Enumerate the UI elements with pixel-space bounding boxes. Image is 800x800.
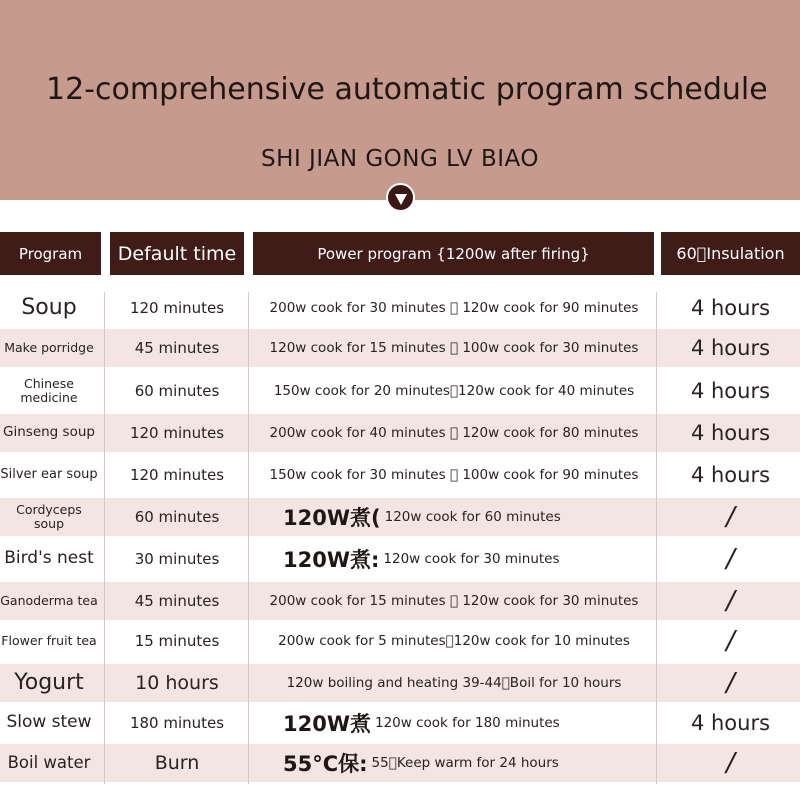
power-prefix: 120W煮(	[283, 506, 381, 530]
program-name: Slow stew	[6, 712, 92, 733]
insulation-value: /	[726, 668, 735, 698]
power-text: 200w cook for 40 minutes   120w cook for 80 minutes	[269, 425, 639, 441]
power-prefix: 55°C保:	[283, 752, 368, 776]
default-time: 120 minutes	[129, 424, 225, 442]
default-time: 180 minutes	[129, 714, 225, 732]
insulation-value: 4 hours	[690, 421, 771, 445]
column-header-default-time: Default time	[110, 232, 244, 275]
table-row	[0, 327, 800, 369]
default-time: 60 minutes	[134, 508, 220, 526]
power-program	[256, 580, 652, 622]
power-text: 120w cook for 60 minutes	[384, 509, 561, 525]
table-row	[0, 662, 800, 704]
power-text: 200w cook for 5 minutes 120w cook for 10 minutes	[278, 633, 630, 649]
power-program	[256, 287, 652, 329]
table-row	[0, 412, 800, 454]
table-row	[0, 538, 800, 580]
power-program	[283, 496, 679, 538]
power-program	[283, 702, 679, 744]
insulation-value: /	[726, 502, 735, 532]
program-name: Silver ear soup	[0, 466, 98, 482]
default-time: 45 minutes	[134, 339, 220, 357]
power-program	[256, 454, 652, 496]
page-subtitle: SHI JIAN GONG LV BIAO	[261, 146, 539, 172]
program-name: Boil water	[7, 752, 91, 772]
default-time: 45 minutes	[134, 592, 220, 610]
power-text: 120w boiling and heating 39-44 Boil for 10 hours	[286, 675, 622, 691]
program-name: Bird's nest	[4, 548, 94, 569]
insulation-value: 4 hours	[690, 336, 771, 360]
default-time: 15 minutes	[134, 632, 220, 650]
program-name: Cordyceps soup	[16, 501, 82, 531]
power-text: 150w cook for 30 minutes   100w cook for 90 minutes	[269, 467, 639, 483]
power-program	[256, 620, 652, 662]
power-text: 200w cook for 15 minutes   120w cook for 30 minutes	[269, 593, 639, 609]
column-header-program: Program	[0, 232, 101, 275]
power-text: 120w cook for 30 minutes	[383, 551, 560, 567]
power-program	[256, 370, 652, 412]
program-name: Flower fruit tea	[1, 632, 97, 648]
default-time: 120 minutes	[129, 299, 225, 317]
table-row	[0, 702, 800, 744]
page-title: 12-comprehensive automatic program schedule	[46, 72, 768, 107]
insulation-value: /	[726, 626, 735, 656]
power-prefix: 120W煮:	[283, 548, 380, 572]
power-program	[256, 327, 652, 369]
column-header-insulation: 60 Insulation	[661, 232, 800, 275]
program-name: Ginseng soup	[3, 424, 95, 441]
default-time: 120 minutes	[129, 466, 225, 484]
table-row	[0, 620, 800, 662]
table-row	[0, 580, 800, 622]
power-text: 200w cook for 30 minutes   120w cook for 90 minutes	[269, 300, 639, 316]
power-text: 150w cook for 20 minutes 120w cook for 40 minutes	[273, 383, 635, 399]
program-name: Yogurt	[14, 670, 84, 696]
table-row	[0, 496, 800, 538]
program-name: Make porridge	[4, 339, 94, 355]
power-text: 55 Keep warm for 24 hours	[371, 755, 559, 771]
insulation-value: /	[726, 748, 735, 778]
power-text: 120w cook for 15 minutes   100w cook for 30 minutes	[269, 340, 639, 356]
power-program	[256, 412, 652, 454]
table-row	[0, 287, 800, 329]
program-name: Chinese medicine	[20, 375, 78, 405]
insulation-value: 4 hours	[690, 296, 771, 320]
power-text: 120w cook for 180 minutes	[375, 715, 560, 731]
power-program	[256, 662, 652, 704]
power-prefix: 120W煮	[283, 712, 371, 736]
insulation-value: 4 hours	[690, 711, 771, 735]
insulation-value: /	[726, 586, 735, 616]
default-time: 10 hours	[135, 672, 219, 694]
table-row	[0, 370, 800, 412]
table-row	[0, 454, 800, 496]
program-name: Soup	[21, 295, 77, 321]
default-time: Burn	[154, 752, 200, 774]
program-name: Ganoderma tea	[0, 592, 98, 608]
power-program	[283, 538, 679, 580]
insulation-value: 4 hours	[690, 463, 771, 487]
insulation-value: /	[726, 544, 735, 574]
power-program	[283, 742, 679, 784]
default-time: 30 minutes	[134, 550, 220, 568]
column-header-power-program: Power program {1200w after firing}	[253, 232, 654, 275]
insulation-value: 4 hours	[690, 379, 771, 403]
default-time: 60 minutes	[134, 382, 220, 400]
table-row	[0, 742, 800, 784]
